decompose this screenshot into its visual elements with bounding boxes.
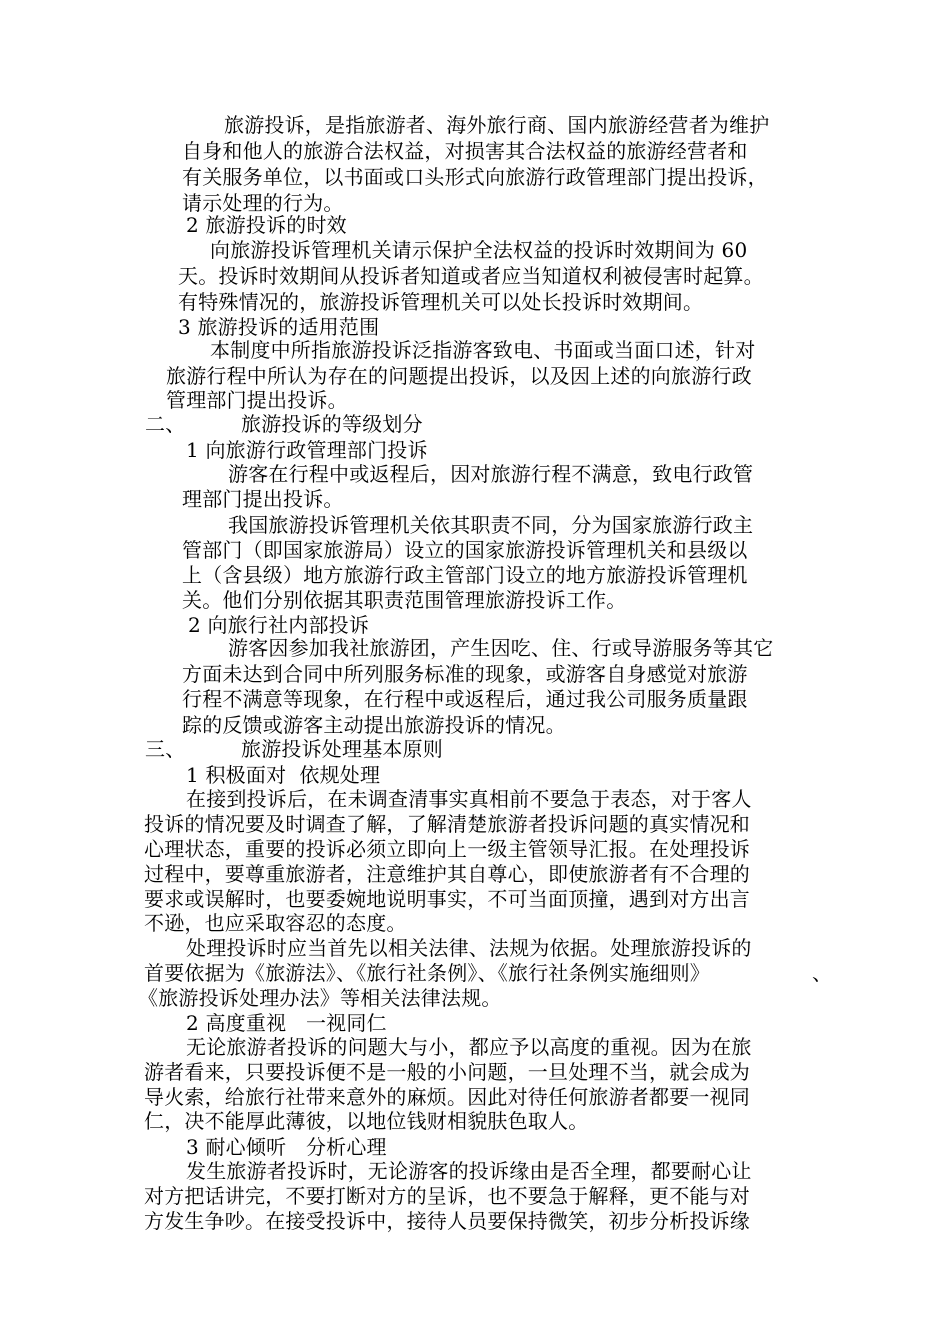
paragraph-line: 导火索，给旅行社带来意外的麻烦。因此对待任何旅游者都要一视同 — [144, 1085, 750, 1109]
section-heading: 1 积极面对 依规处理 — [186, 763, 381, 787]
paragraph-line: 发生旅游者投诉时，无论游客的投诉缘由是否全理，都要耐心让 — [186, 1159, 752, 1183]
paragraph-line: 游客因参加我社旅游团，产生因吃、住、行或导游服务等其它 — [228, 636, 774, 660]
paragraph-line: 要求或误解时，也要委婉地说明事实，不可当面顶撞，遇到对方出言 — [144, 887, 750, 911]
chapter-number: 二、 — [145, 412, 186, 436]
paragraph-line: 行程不满意等现象，在行程中或返程后，通过我公司服务质量跟 — [182, 687, 748, 711]
section-heading: 3 耐心倾听 分析心理 — [186, 1135, 387, 1159]
trailing-punctuation: 、 — [812, 961, 833, 985]
paragraph-line: 无论旅游者投诉的问题大与小，都应予以高度的重视。因为在旅 — [186, 1035, 752, 1059]
paragraph-line: 有关服务单位，以书面或口头形式向旅游行政管理部门提出投诉， — [182, 165, 768, 189]
paragraph-line: 踪的反馈或游客主动提出旅游投诉的情况。 — [182, 713, 566, 737]
paragraph-line: 游客在行程中或返程后，因对旅游行程不满意，致电行政管 — [228, 462, 754, 486]
paragraph-line: 天。投诉时效期间从投诉者知道或者应当知道权利被侵害时起算。 — [178, 264, 764, 288]
paragraph-line: 上（含县级）地方旅游行政主管部门设立的地方旅游投诉管理机 — [182, 563, 748, 587]
paragraph-line: 我国旅游投诉管理机关依其职责不同，分为国家旅游行政主 — [228, 513, 754, 537]
paragraph-line: 首要依据为《旅游法》、《旅行社条例》、《旅行社条例实施细则》 — [144, 961, 710, 985]
paragraph-line: 方面未达到合同中所列服务标准的现象，或游客自身感觉对旅游 — [182, 662, 748, 686]
section-heading: 2 向旅行社内部投诉 — [188, 613, 370, 637]
paragraph-line: 管部门（即国家旅游局）设立的国家旅游投诉管理机关和县级以 — [182, 538, 748, 562]
paragraph-line: 请示处理的行为。 — [182, 191, 344, 215]
paragraph-line: 管理部门提出投诉。 — [166, 388, 348, 412]
paragraph-line: 仁，决不能厚此薄彼，以地位钱财相貌肤色取人。 — [144, 1109, 589, 1133]
paragraph-line: 向旅游投诉管理机关请示保护全法权益的投诉时效期间为 60 — [210, 238, 748, 262]
section-heading: 3 旅游投诉的适用范围 — [178, 315, 380, 339]
paragraph-line: 本制度中所指旅游投诉泛指游客致电、书面或当面口述，针对 — [210, 338, 756, 362]
paragraph-line: 方发生争吵。在接受投诉中，接待人员要保持微笑，初步分析投诉缘 — [144, 1209, 750, 1233]
paragraph-line: 对方把话讲完，不要打断对方的呈诉，也不要急于解释，更不能与对 — [144, 1184, 750, 1208]
paragraph-line: 投诉的情况要及时调查了解，了解清楚旅游者投诉问题的真实情况和 — [144, 812, 750, 836]
paragraph-line: 有特殊情况的，旅游投诉管理机关可以处长投诉时效期间。 — [178, 290, 704, 314]
paragraph-line: 旅游行程中所认为存在的问题提出投诉，以及因上述的向旅游行政 — [166, 364, 752, 388]
paragraph-line: 不逊，也应采取容忍的态度。 — [144, 911, 407, 935]
section-heading: 2 高度重视 一视同仁 — [186, 1011, 387, 1035]
chapter-title: 旅游投诉处理基本原则 — [241, 737, 443, 761]
section-heading: 2 旅游投诉的时效 — [186, 213, 347, 237]
paragraph-line: 理部门提出投诉。 — [182, 487, 344, 511]
paragraph-line: 过程中，要尊重旅游者，注意维护其自尊心，即使旅游者有不合理的 — [144, 862, 750, 886]
chapter-number: 三、 — [145, 737, 186, 761]
paragraph-line: 关。他们分别依据其职责范围管理旅游投诉工作。 — [182, 588, 627, 612]
paragraph-line: 在接到投诉后，在未调查清事实真相前不要急于表态，对于客人 — [186, 787, 752, 811]
paragraph-line: 心理状态，重要的投诉必须立即向上一级主管领导汇报。在处理投诉 — [144, 837, 750, 861]
paragraph-line: 旅游投诉，是指旅游者、海外旅行商、国内旅游经营者为维护 — [224, 113, 770, 137]
section-heading: 1 向旅游行政管理部门投诉 — [186, 438, 428, 462]
chapter-title: 旅游投诉的等级划分 — [241, 412, 423, 436]
paragraph-line: 游者看来，只要投诉便不是一般的小问题，一旦处理不当，就会成为 — [144, 1060, 750, 1084]
paragraph-line: 《旅游投诉处理办法》等相关法律法规。 — [138, 986, 502, 1010]
paragraph-line: 自身和他人的旅游合法权益，对损害其合法权益的旅游经营者和 — [182, 139, 748, 163]
paragraph-line: 处理投诉时应当首先以相关法律、法规为依据。处理旅游投诉的 — [186, 936, 752, 960]
